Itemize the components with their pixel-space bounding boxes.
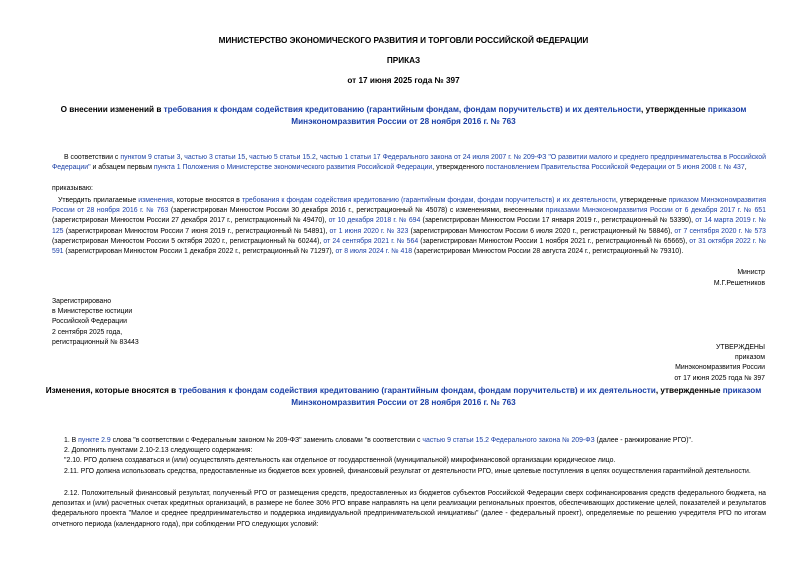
title-text: О внесении изменений в bbox=[60, 105, 164, 114]
changes-link[interactable]: изменения bbox=[138, 197, 173, 204]
approved-line: приказом bbox=[735, 354, 765, 362]
law-link[interactable]: частью 3 статьи 15 bbox=[184, 154, 246, 161]
ministry-name: МИНИСТЕРСТВО ЭКОНОМИЧЕСКОГО РАЗВИТИЯ И ТОРГОВЛИ РОССИЙСКОЙ ФЕДЕРАЦИИ bbox=[218, 36, 589, 45]
law-link[interactable]: постановлением Правительства Российской Федерации от 5 июня 2008 г. № 437 bbox=[485, 164, 745, 172]
title-link-requirements[interactable]: требования к фондам содействия кредитованию (гарантийным фондам, фондам поручительств) и их деятельности bbox=[163, 105, 642, 114]
title-text: , утвержденные bbox=[641, 105, 708, 114]
approved-line: Минэкономразвития России bbox=[675, 364, 765, 372]
document-type: ПРИКАЗ bbox=[386, 56, 421, 65]
item-2: 2. Дополнить пунктами 2.10-2.13 следующего содержания: bbox=[64, 447, 253, 454]
registration-line: Российской Федерации bbox=[52, 318, 127, 326]
document-date-number: от 17 июня 2025 года № 397 bbox=[347, 76, 460, 85]
order-link[interactable]: от 31 октября 2022 г. № 591 bbox=[52, 237, 766, 256]
changes-title bbox=[40, 385, 767, 409]
clause-link[interactable]: пункте 2.9 bbox=[78, 437, 111, 444]
order-word: приказываю: bbox=[52, 185, 93, 192]
order-link[interactable]: от 14 марта 2019 г. № 125 bbox=[52, 217, 766, 235]
law-link[interactable]: частью 1 статьи 17 Федерального закона от 24 июля 2007 г. № 209-ФЗ "О развитии малого и среднего предпринимательства в Российской Федерации" bbox=[52, 154, 766, 172]
order-link[interactable]: приказом Минэкономразвития России от 28 ноября 2016 г. № 763 bbox=[52, 197, 766, 215]
signature-position: Министр bbox=[737, 269, 765, 276]
law-link[interactable]: частью 9 статьи 15.2 Федерального закона № 209-ФЗ bbox=[422, 437, 595, 444]
changes-title-link-requirements[interactable]: требования к фондам содействия кредитованию (гарантийным фондам, фондам поручительств) и их деятельности bbox=[178, 386, 656, 395]
approved-line: УТВЕРЖДЕНЫ bbox=[716, 344, 765, 351]
order-link[interactable]: от 8 июля 2024 г. № 418 bbox=[335, 248, 413, 256]
order-link[interactable]: от 1 июня 2020 г. № 323 bbox=[329, 227, 409, 235]
order-link[interactable]: от 10 декабря 2018 г. № 694 bbox=[328, 217, 421, 225]
title-link-order-763[interactable]: приказом Минэкономразвития России от 28 ноября 2016 г. № 763 bbox=[291, 105, 747, 126]
registration-line: в Министерстве юстиции bbox=[52, 308, 133, 316]
order-link[interactable]: от 7 сентября 2020 г. № 573 bbox=[674, 227, 766, 235]
preamble-paragraph: В соответствии с пунктом 9 статьи 3, частью 3 статьи 15, частью 5 статьи 15.2, частью 1 статьи 17 Федерального закона от 24 июля 2007 г. № 209-ФЗ "О развитии малого и среднего предпринимательства в Российской Федерации" и абзацем первым пункта 1 Положения о Министерстве экономического развития Российской Федерации, утвержденного постановлением Правительства Российской Федерации от 5 июня 2008 г. № 437, bbox=[52, 154, 766, 172]
item-2-10: "2.10. РГО должна создаваться и (или) осуществлять деятельность как отдельное от государственной (муниципальной) микрофинансовой организации юридическое лицо. bbox=[64, 457, 616, 464]
item-2-12: 2.12. Положительный финансовый результат, полученный РГО от размещения средств, предоставленных из бюджетов субъектов Российской Федерации сверх софинансирования средств федерального бюджета, на депозитах и (или) расчетных счетах кредитных организаций, в размере не более 30% РГО вправе направлять на цели реализации региональных проектов, обеспечивающих достижение целей, показателей и результатов федерального проекта "Малое и среднее предпринимательство и поддержка индивидуальной предпринимательской инициативы" (далее - федеральный проект), определяемые по решению учредителя РГО по итогам отчетного периода (календарного года), при соблюдении РГО следующих условий: bbox=[52, 490, 766, 528]
approved-line: от 17 июня 2025 года № 397 bbox=[674, 374, 765, 382]
law-link[interactable]: пунктом 9 статьи 3 bbox=[120, 154, 181, 161]
approved-block bbox=[674, 343, 765, 384]
order-link[interactable]: от 24 сентября 2021 г. № 564 bbox=[323, 237, 419, 245]
item-1: 1. В пункте 2.9 слова "в соответствии с Федеральным законом № 209-ФЗ" заменить словами "в соответствии с частью 9 статьи 15.2 Федерального закона № 209-ФЗ (далее - ранжирование РГО)". bbox=[64, 437, 693, 444]
registration-line: Зарегистрировано bbox=[52, 298, 112, 305]
approve-paragraph: Утвердить прилагаемые изменения, которые вносятся в требования к фондам содействия кредитованию (гарантийным фондам, фондам поручительств) и их деятельности, утвержденные приказом Минэкономразвития России от 28 ноября 2016 г. № 763 (зарегистрирован Минюстом России 30 декабря 2016 г., регистрационный № 45078) с изменениями, внесенными приказами Минэкономразвития России от 6 декабря 2017 г. № 651 (зарегистрирован Минюстом России 27 декабря 2017 г., регистрационный № 49470), от 10 декабря 2018 г. № 694 (зарегистрирован Минюстом России 17 января 2019 г., регистрационный № 53390), от 14 марта 2019 г. № 125 (зарегистрирован Минюстом России 7 июня 2019 г., регистрационный № 54891), от 1 июня 2020 г. № 323 (зарегистрирован Минюстом России 6 июля 2020 г., регистрационный № 58846), от 7 сентября 2020 г. № 573 (зарегистрирован Минюстом России 5 октября 2020 г., регистрационный № 60244), от 24 сентября 2021 г. № 564 (зарегистрирован Минюстом России 1 ноября 2021 г., регистрационный № 65665), от 31 октября 2022 г. № 591 (зарегистрирован Минюстом России 1 декабря 2022 г., регистрационный № 71297), от 8 июля 2024 г. № 418 (зарегистрирован Минюстом России 28 августа 2024 г., регистрационный № 79310). bbox=[52, 197, 766, 256]
order-title bbox=[40, 104, 767, 128]
item-2-11: 2.11. РГО должна использовать средства, предоставленные из бюджетов всех уровней, финансовый результат от деятельности РГО, иные целевые поступления в целях осуществления гарантийной деятельности. bbox=[64, 468, 751, 475]
signature-name: М.Г.Решетников bbox=[713, 280, 765, 287]
law-link[interactable]: частью 5 статьи 15.2 bbox=[249, 154, 316, 161]
order-link[interactable]: приказами Минэкономразвития России от 6 декабря 2017 г. № 651 bbox=[545, 207, 766, 215]
changes-title-link-order-763[interactable]: приказом Минэкономразвития России от 28 ноября 2016 г. № 763 bbox=[291, 386, 762, 407]
registration-line: 2 сентября 2025 года, bbox=[52, 328, 123, 336]
changes-title-text: , утвержденные bbox=[655, 386, 723, 395]
registration-line: регистрационный № 83443 bbox=[52, 338, 139, 346]
changes-title-text: Изменения, которые вносятся в bbox=[45, 386, 179, 395]
law-link[interactable]: пункта 1 Положения о Министерстве экономического развития Российской Федерации bbox=[153, 164, 433, 172]
requirements-link[interactable]: требования к фондам содействия кредитованию (гарантийным фондам, фондам поручительств) и их деятельности bbox=[241, 197, 616, 204]
registration-block bbox=[52, 297, 139, 348]
